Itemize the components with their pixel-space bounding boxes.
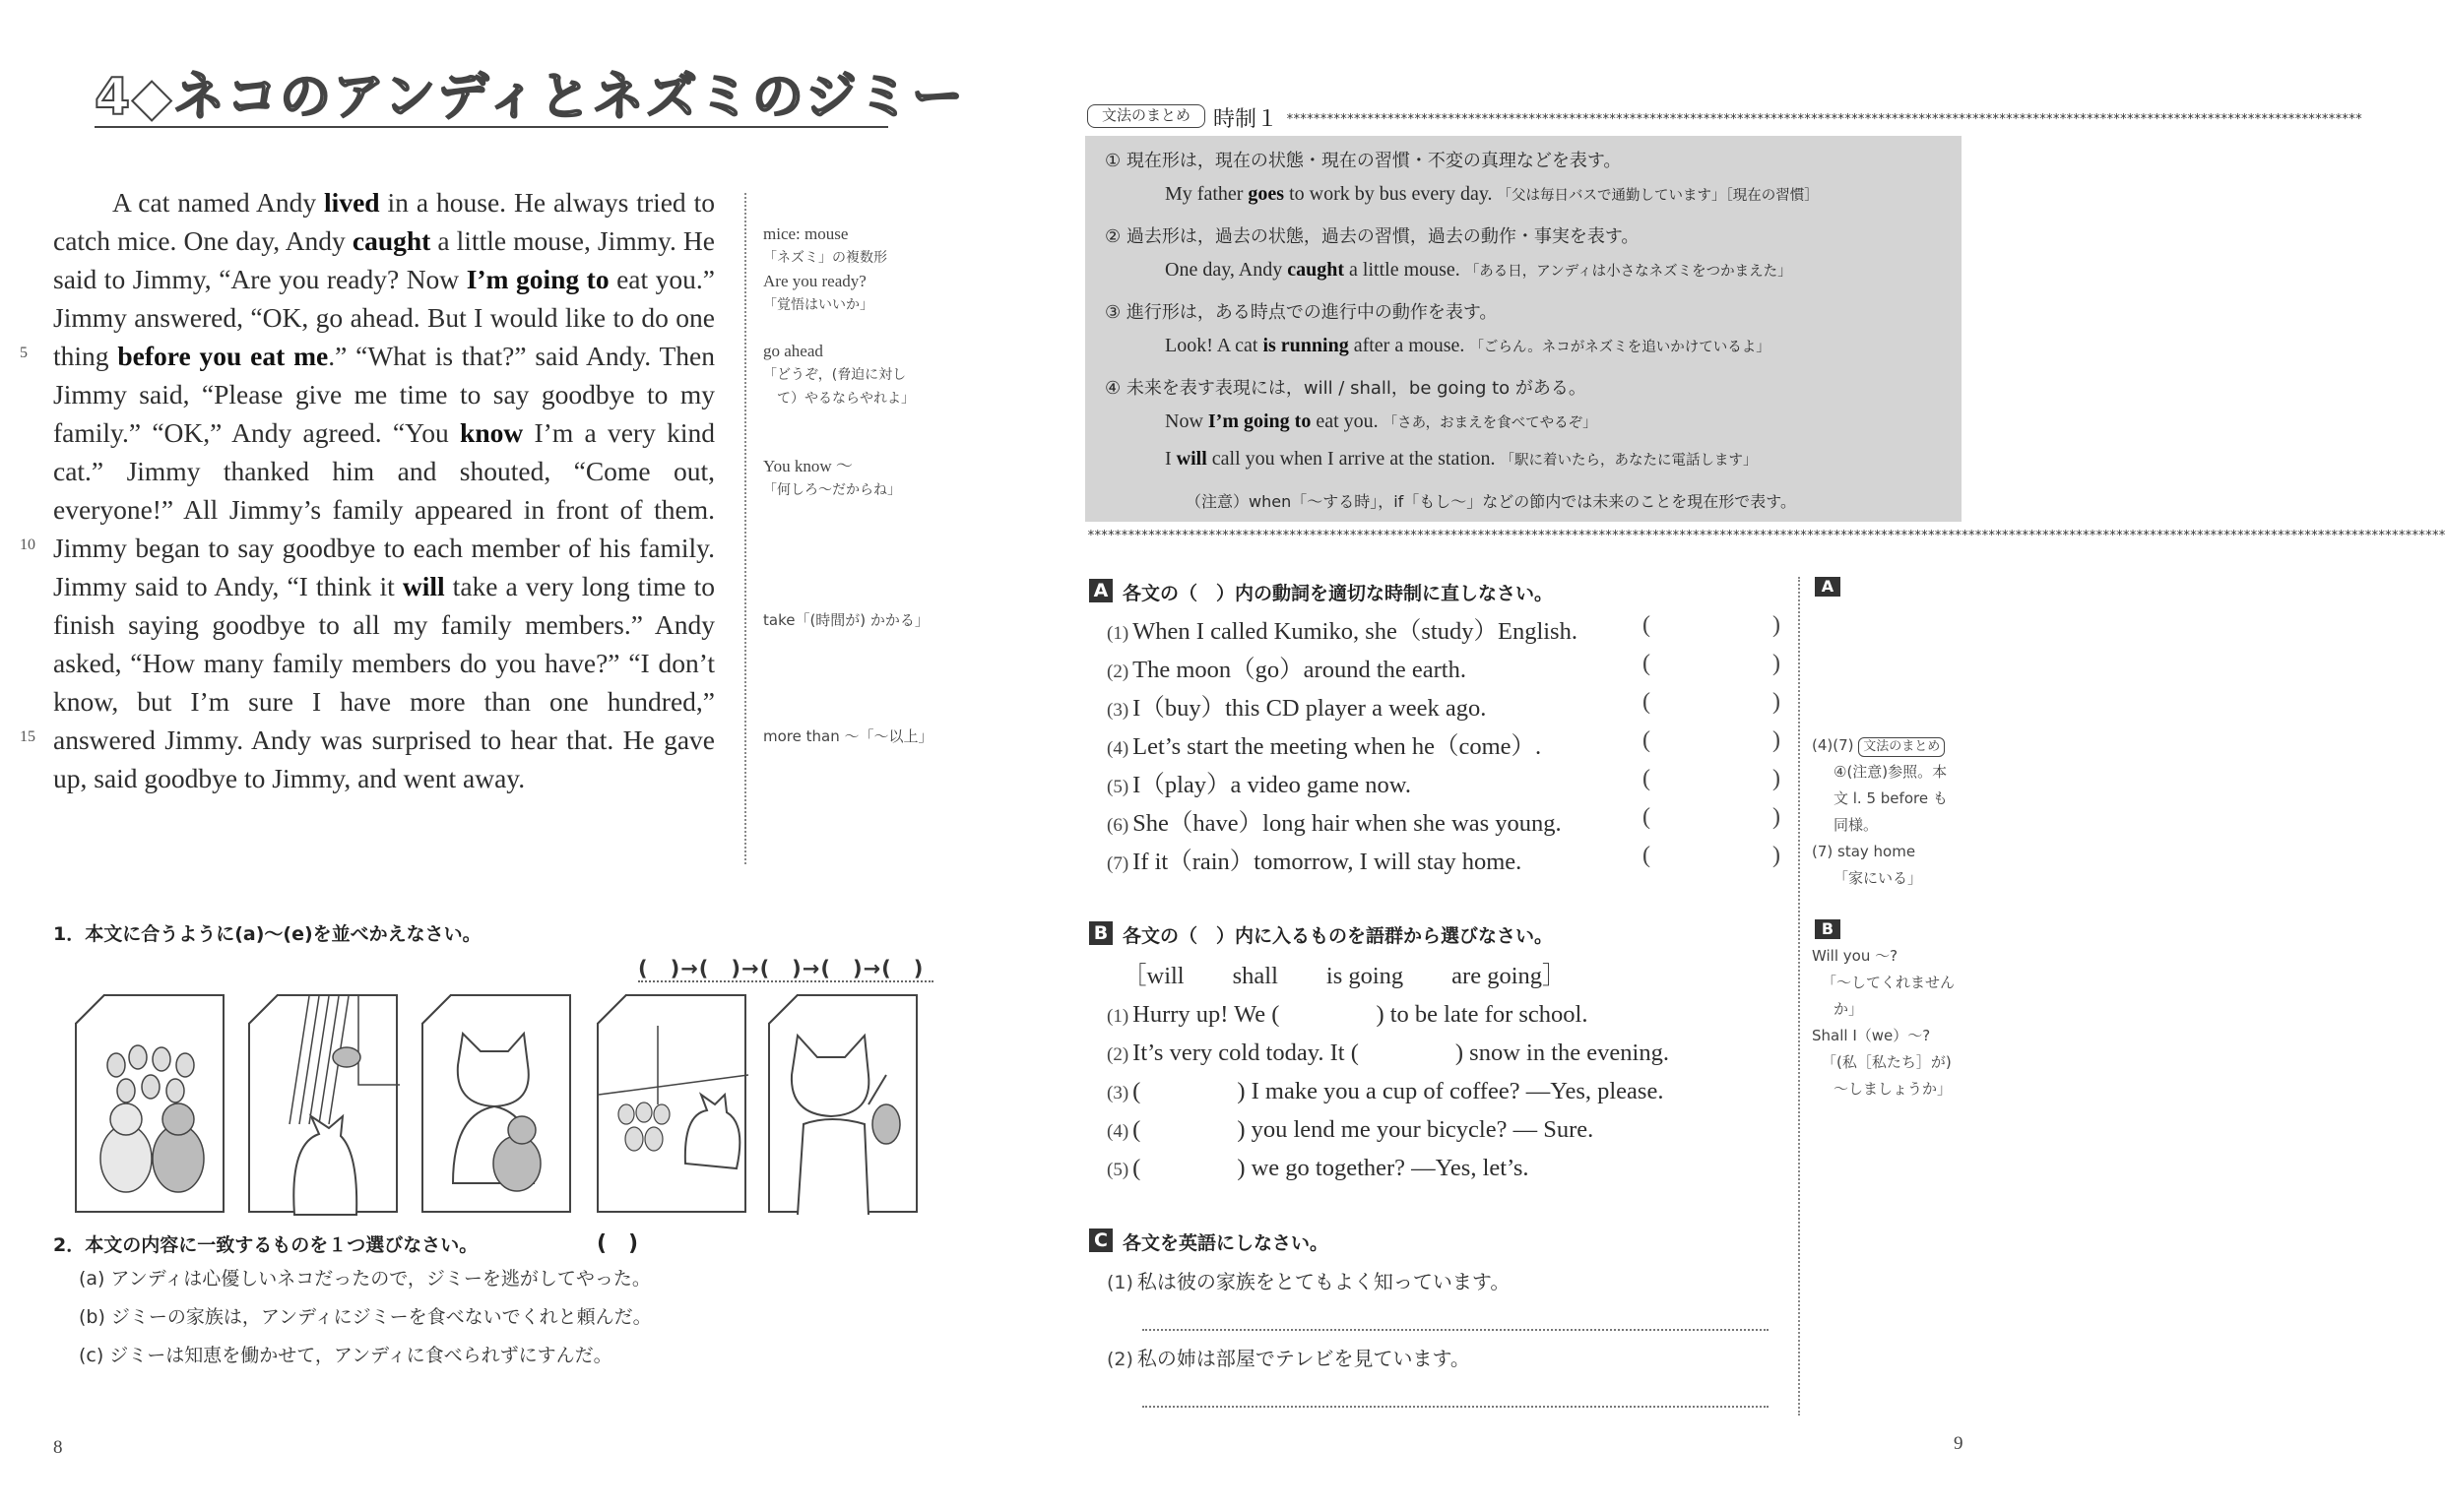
story-text — [53, 183, 715, 797]
story-seg: in a house. He always tried to catch mice. One day, Andy — [53, 187, 715, 256]
line-number: 15 — [20, 728, 35, 745]
a-item-7: (7) If it（rain）tomorrow, I will stay home. — [1107, 849, 1522, 875]
story-key-before: before you eat me — [117, 341, 329, 371]
gloss-go-ahead: go ahead 「どうぞ，(脅迫に対し て）やるならやれよ」 — [763, 342, 915, 407]
grammar-example-3: Look! A cat is running after a mouse. 「ごらん。ネコがネズミを追いかけているよ」 — [1165, 335, 1770, 356]
mice-family-illustration — [77, 996, 226, 1215]
story-key-will: will — [402, 571, 445, 601]
a-answer-open-3[interactable]: ( — [1642, 689, 1650, 715]
story-seg: A cat named Andy — [112, 187, 325, 218]
gloss-you-know: You know ～ 「何しろ～だからね」 — [763, 457, 901, 498]
a-answer-close-5: ) — [1772, 766, 1780, 791]
grammar-summary-title: 時制１ — [1213, 107, 1279, 132]
cat-and-mouse-talking-illustration — [423, 996, 573, 1215]
a-item-2: (2) The moon（go）around the earth. — [1107, 657, 1466, 683]
section-c-title: 各文を英語にしなさい。 — [1123, 1232, 1329, 1254]
panel-b-image — [248, 994, 398, 1213]
line-number: 5 — [20, 345, 28, 361]
panel-d-image — [597, 994, 746, 1213]
a-answer-close-6: ) — [1772, 804, 1780, 830]
page-title: 4◆ネコのアンディとネズミのジミー — [95, 68, 965, 127]
gloss-divider — [744, 193, 746, 864]
b-word-bank: ［will shall is going are going］ — [1123, 963, 1567, 989]
side-note-b: Will you ～? 「～してくれません か」 Shall I（we）～? 「(私［私たち］が) ～しましょうか」 — [1812, 947, 1956, 1098]
q2-option-c: (c) ジミーは知恵を働かせて，アンディに食べられずにすんだ。 — [79, 1345, 612, 1366]
q2-answer-blank[interactable]: ( ) — [597, 1231, 639, 1256]
a-answer-close-4: ) — [1772, 727, 1780, 753]
line-number: 10 — [20, 536, 35, 553]
c-answer-line-2[interactable] — [1142, 1406, 1769, 1408]
a-item-4: (4) Let’s start the meeting when he（come）. — [1107, 733, 1542, 760]
a-item-1: (1) When I called Kumiko, she（study）English. — [1107, 618, 1577, 645]
section-c-letter: C — [1089, 1228, 1113, 1252]
cat-holding-mouse-illustration — [770, 996, 920, 1215]
grammar-example-5: I will call you when I arrive at the station. 「駅に着いたら，あなたに電話します」 — [1165, 448, 1758, 470]
a-answer-close-1: ) — [1772, 612, 1780, 638]
a-answer-close-7: ) — [1772, 843, 1780, 868]
a-answer-open-2[interactable]: ( — [1642, 651, 1650, 676]
story-seg: .” “What is that?” said Andy. Then Jimmy said, “Please give me time to say goodbye to my family.” “OK,” Andy agreed. “You — [53, 341, 716, 448]
grammar-rule-3: ③ 進行形は，ある時点での進行中の動作を表す。 — [1105, 302, 1498, 323]
story-seg: a little mouse, Jimmy. He said to Jimmy, “Are you ready? Now — [53, 225, 715, 294]
grammar-note: （注意）when「～する時」，if「もし～」などの節内では未来のことを現在形で表す。 — [1186, 492, 1797, 511]
a-item-5: (5) I（play）a video game now. — [1107, 772, 1411, 798]
section-a-title: 各文の（ ）内の動詞を適切な時制に直しなさい。 — [1123, 583, 1554, 604]
q2-heading: 2．本文の内容に一致するものを１つ選びなさい。 — [53, 1234, 479, 1256]
story-seg: eat you.” Jimmy answered, “OK, go ahead. But I would like to do one thing — [53, 264, 715, 371]
grammar-example-1: My father goes to work by bus every day. 「父は毎日バスで通勤しています」［現在の習慣］ — [1165, 183, 1819, 205]
c-item-1: (1) 私は彼の家族をとてもよく知っています。 — [1107, 1270, 1511, 1293]
a-answer-close-2: ) — [1772, 651, 1780, 676]
q1-answer-blanks[interactable]: ( )→( )→( )→( )→( ) — [638, 953, 933, 982]
section-b-letter: B — [1089, 921, 1113, 945]
panel-a-image — [75, 994, 225, 1213]
grammar-example-2: One day, Andy caught a little mouse. 「ある日，アンディは小さなネズミをつかまえた」 — [1165, 259, 1792, 281]
a-item-6: (6) She（have）long hair when she was young. — [1107, 810, 1562, 837]
b-item-2: (2) It’s very cold today. It ( ) snow in the evening. — [1107, 1040, 1669, 1066]
story-key-know: know — [460, 417, 524, 448]
grammar-example-4: Now I’m going to eat you. 「さあ，おまえを食べてやるぞ」 — [1165, 410, 1597, 432]
side-note-a: (4)(7) 文法のまとめ ④(注意)参照。本 文 l. 5 before も 同様。 (7) stay home 「家にいる」 — [1812, 736, 1948, 887]
section-b-title: 各文の（ ）内に入るものを語群から選びなさい。 — [1123, 925, 1554, 947]
panel-c-image — [421, 994, 571, 1213]
a-answer-open-7[interactable]: ( — [1642, 843, 1650, 868]
side-note-b-letter: B — [1815, 919, 1840, 939]
b-item-3: (3) ( ) I make you a cup of coffee? —Yes, please. — [1107, 1078, 1664, 1104]
c-answer-line-1[interactable] — [1142, 1329, 1769, 1331]
q2-option-b: (b) ジミーの家族は，アンディにジミーを食べないでくれと頼んだ。 — [79, 1306, 652, 1328]
side-note-a-letter: A — [1815, 577, 1840, 597]
b-item-1: (1) Hurry up! We ( ) to be late for school. — [1107, 1001, 1588, 1028]
grammar-summary-badge: 文法のまとめ — [1087, 104, 1205, 128]
a-answer-open-6[interactable]: ( — [1642, 804, 1650, 830]
gloss-mice: mice: mouse 「ネズミ」の複数形 Are you ready? 「覚悟はいいか」 — [763, 224, 887, 313]
side-note-divider — [1798, 577, 1800, 1416]
gloss-more-than: more than ～「～以上」 — [763, 727, 933, 745]
story-key-lived: lived — [324, 187, 380, 218]
gloss-take: take「(時間が) かかる」 — [763, 611, 930, 629]
a-answer-open-4[interactable]: ( — [1642, 727, 1650, 753]
b-item-5: (5) ( ) we go together? —Yes, let’s. — [1107, 1155, 1529, 1181]
story-seg: I’m a very kind cat.” Jimmy thanked him and shouted, “Come out, everyone!” All Jimmy’s family appeared in front of them. Jimmy began to say goodbye to each member of his family. Jimmy said to Andy, “I think it — [53, 417, 716, 601]
section-a-letter: A — [1089, 579, 1113, 602]
c-item-2: (2) 私の姉は部屋でテレビを見ています。 — [1107, 1347, 1470, 1370]
story-key-caught: caught — [352, 225, 431, 256]
page-number-left: 8 — [53, 1437, 63, 1458]
star-border-top: **************************************************************************************************************************************************************** — [1286, 112, 2362, 127]
b-item-4: (4) ( ) you lend me your bicycle? — Sure. — [1107, 1116, 1594, 1143]
page-number-right: 9 — [1954, 1433, 1963, 1454]
cat-chasing-mouse-illustration — [250, 996, 400, 1215]
grammar-rule-2: ② 過去形は，過去の状態，過去の習慣，過去の動作・事実を表す。 — [1105, 226, 1640, 247]
mice-family-appears-illustration — [599, 996, 748, 1215]
a-answer-close-3: ) — [1772, 689, 1780, 715]
grammar-rule-1: ① 現在形は，現在の状態・現在の習慣・不変の真理などを表す。 — [1105, 151, 1622, 171]
story-key-going-to: I’m going to — [466, 264, 610, 294]
a-item-3: (3) I（buy）this CD player a week ago. — [1107, 695, 1487, 722]
q2-option-a: (a) アンディは心優しいネコだったので，ジミーを逃がしてやった。 — [79, 1268, 651, 1290]
panel-e-image — [768, 994, 918, 1213]
star-border-bottom: ********************************************************************************************************************************************************************************************************** — [1087, 529, 2445, 543]
a-answer-open-5[interactable]: ( — [1642, 766, 1650, 791]
q1-heading: 1．本文に合うように(a)～(e)を並べかえなさい。 — [53, 923, 482, 945]
a-answer-open-1[interactable]: ( — [1642, 612, 1650, 638]
grammar-rule-4: ④ 未来を表す表現には，will / shall，be going to がある。 — [1105, 378, 1586, 399]
story-seg: take a very long time to finish saying goodbye to all my family members.” Andy asked, “How many family members do you have?” “I don’t know, but I’m sure I have more than one hundred,” answered Jimmy. Andy was surprised to hear that. He gave up, said goodbye to Jimmy, and went away. — [53, 571, 716, 793]
